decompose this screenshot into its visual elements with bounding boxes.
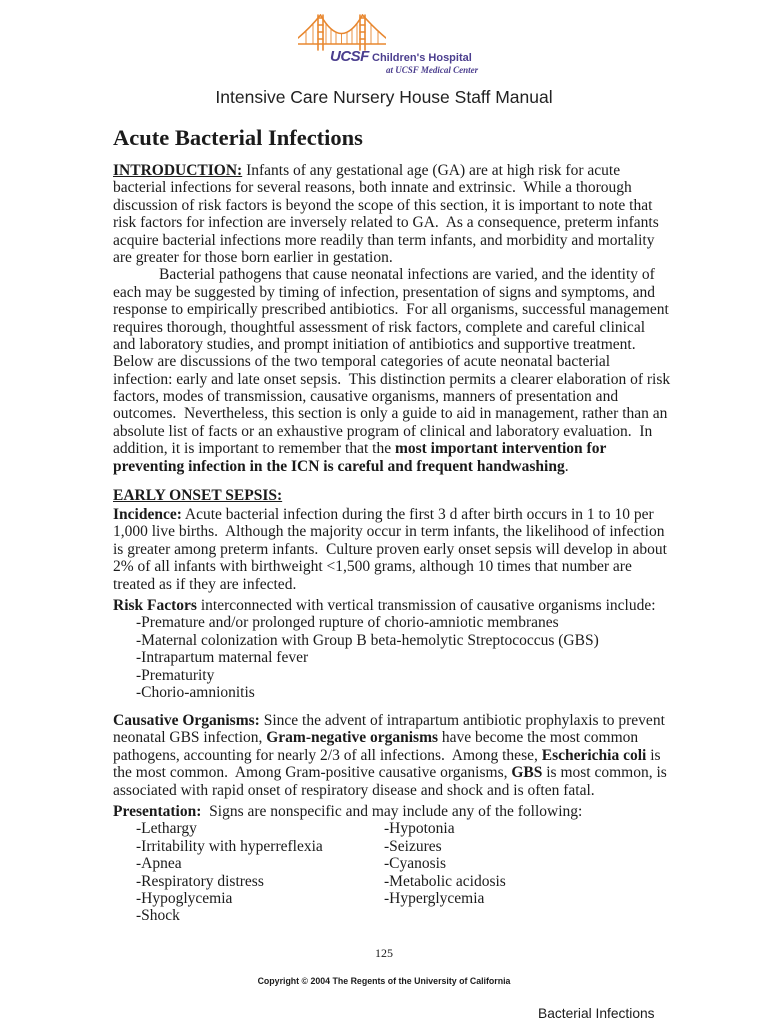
text-span: addition, it is important to remember that the (113, 440, 395, 458)
emphasis: GBS (511, 764, 543, 782)
list-item: -Hyperglycemia (384, 889, 485, 907)
list-item: -Seizures (384, 837, 442, 855)
presentation-section (113, 803, 693, 925)
page-title: Acute Bacterial Infections (113, 125, 363, 150)
list-item: -Cyanosis (384, 855, 446, 873)
text-line: requires thorough, thoughtful assessment of risk factors, complete and careful clinical (113, 318, 646, 336)
list-row (113, 855, 693, 872)
list-row (113, 820, 693, 837)
text-line: risk factors for infection are inversely related to GA. As a consequence, preterm infants (113, 214, 659, 232)
text-line: 1,000 live births. Although the majority occur in term infants, the likelihood of infection (113, 523, 665, 541)
text-line: is greater among preterm infants. Culture proven early onset sepsis will develop in about (113, 540, 667, 558)
list-row (113, 907, 693, 924)
text-line (113, 597, 693, 614)
footer-section-title: Bacterial Infections (538, 1006, 655, 1021)
text-span: the most common. Among Gram-positive causative organisms, (113, 764, 512, 782)
list-item: -Prematurity (136, 666, 215, 684)
list-item: -Premature and/or prolonged rupture of chorio-amniotic membranes (136, 614, 559, 632)
text-line: Bacterial pathogens that cause neonatal infections are varied, and the identity of (159, 266, 655, 284)
page-number: 125 (375, 946, 393, 960)
emphasis: Gram-negative organisms (266, 729, 439, 747)
text-line (113, 747, 693, 764)
text-line: Below are discussions of the two temporal categories of acute neonatal bacterial (113, 353, 611, 371)
risk-factors-section (113, 597, 693, 701)
text-line: each may be suggested by timing of infection, presentation of signs and symptoms, and (113, 283, 655, 301)
text-line: are greater for those born earlier in gestation. (113, 248, 393, 266)
early-onset-sepsis-heading (113, 487, 693, 504)
text-line: outcomes. Nevertheless, this section is only a guide to aid in management, rather than an (113, 405, 668, 423)
text-line (113, 729, 693, 746)
incidence-section (113, 506, 693, 593)
heading-line (113, 487, 693, 504)
text-span: Acute bacterial infection during the first 3 d after birth occurs in 1 to 10 per (181, 506, 654, 523)
list-item: -Apnea (136, 855, 182, 873)
list-item: -Maternal colonization with Group B beta-hemolytic Streptococcus (GBS) (136, 631, 599, 649)
list-item: -Intrapartum maternal fever (136, 649, 309, 667)
text-line: and laboratory studies, and prompt initiation of antibiotics and supportive treatment. (113, 335, 636, 353)
risk-factors-label: Risk Factors (113, 597, 197, 614)
copyright-notice: Copyright © 2004 The Regents of the University of California (257, 976, 511, 986)
text-line: bacterial infections for several reasons, both innate and extrinsic. While a thorough (113, 179, 632, 197)
list-row (113, 873, 693, 890)
text-span: is most common, is (542, 764, 667, 782)
text-line: absolute list of facts or an exhaustive program of clinical and laboratory evaluation. In (113, 422, 653, 440)
presentation-label: Presentation: (113, 803, 202, 820)
text-line: infection: early and late onset sepsis. This distinction permits a clearer elaboration of risk (113, 370, 671, 388)
text-line (113, 458, 693, 475)
incidence-label: Incidence: (113, 506, 182, 523)
text-line (113, 506, 693, 523)
text-line (113, 162, 693, 179)
text-line: discussion of risk factors is beyond the scope of this section, it is important to note that (113, 196, 653, 214)
text-line: response to empirically prescribed antibiotics. For all organisms, successful management (113, 301, 669, 319)
text-span: is (646, 746, 661, 764)
list-item: -Chorio-amnionitis (136, 683, 255, 701)
causative-organisms-label: Causative Organisms: (113, 712, 260, 729)
key-message: most important intervention for (394, 440, 607, 458)
list-item: -Lethargy (136, 820, 197, 838)
logo-brand: UCSF (330, 48, 369, 65)
text-line (113, 764, 693, 781)
introduction-section (113, 162, 693, 475)
text-span: interconnected with vertical transmission of causative organisms include: (196, 597, 656, 614)
text-line: acquire bacterial infections more readily than term infants, and morbidity and mortality (113, 231, 655, 249)
text-line (113, 440, 693, 457)
text-span: . (564, 457, 569, 475)
text-line: 2% of all infants with birthweight <1,500 grams, although 10 times that number are (113, 558, 632, 576)
text-line (113, 712, 693, 729)
list-row (113, 890, 693, 907)
causative-organisms-section (113, 712, 693, 799)
list-item: -Irritability with hyperreflexia (136, 837, 323, 855)
key-message: preventing infection in the ICN is careful and frequent handwashing (113, 457, 565, 475)
text-line: associated with rapid onset of respiratory disease and shock and is often fatal. (113, 781, 595, 799)
list-item: -Hypoglycemia (136, 889, 233, 907)
text-span: Infants of any gestational age (GA) are at high risk for acute (242, 162, 621, 179)
text-line (113, 803, 693, 820)
introduction-label: INTRODUCTION: (113, 162, 243, 179)
list-item: -Metabolic acidosis (384, 872, 506, 890)
emphasis: Escherichia coli (541, 746, 647, 764)
text-line: treated as if they are infected. (113, 575, 297, 593)
logo-hospital-name: Children's Hospital (372, 52, 472, 64)
logo-affiliation: at UCSF Medical Center (386, 65, 479, 75)
text-span: have become the most common (438, 729, 639, 747)
text-span: neonatal GBS infection, (113, 729, 267, 747)
list-item: -Respiratory distress (136, 872, 264, 890)
list-item: -Hypotonia (384, 820, 455, 838)
text-line: factors, modes of transmission, causative organisms, manners of presentation and (113, 388, 619, 406)
running-header: Intensive Care Nursery House Staff Manual (215, 87, 553, 107)
text-span: pathogens, accounting for nearly 2/3 of all infections. Among these, (113, 746, 542, 764)
ucsf-childrens-hospital-logo (298, 12, 479, 78)
text-span: Signs are nonspecific and may include any of the following: (201, 803, 583, 820)
list-row (113, 838, 693, 855)
section-heading: EARLY ONSET SEPSIS: (113, 487, 283, 504)
list-item: -Shock (136, 907, 180, 925)
text-span: Since the advent of intrapartum antibiotic prophylaxis to prevent (259, 712, 665, 729)
